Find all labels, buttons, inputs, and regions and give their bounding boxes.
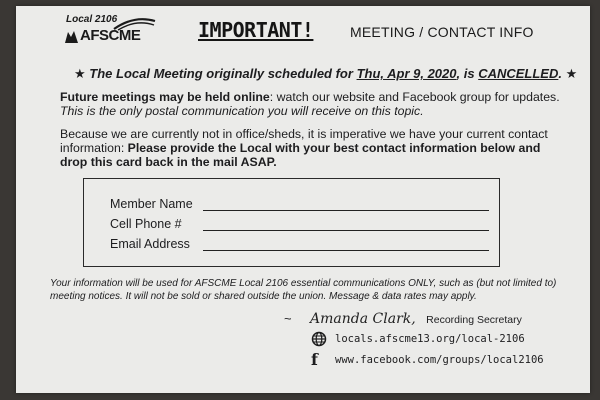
cell-phone-field[interactable] xyxy=(203,230,489,231)
cancellation-middle: , is xyxy=(456,66,475,81)
website-url[interactable]: locals.afscme13.org/local-2106 xyxy=(335,333,525,345)
member-name-label: Member Name xyxy=(110,197,193,211)
online-meetings-bold: Future meetings may be held online xyxy=(60,90,270,104)
email-field[interactable] xyxy=(203,250,489,251)
contact-request-paragraph xyxy=(60,127,570,169)
online-meetings-paragraph xyxy=(60,90,570,118)
meeting-contact-subtitle: MEETING / CONTACT INFO xyxy=(350,24,534,40)
signature-tilde: ~ xyxy=(284,311,292,326)
logo-afscme-text: AFSCME xyxy=(80,27,141,44)
globe-icon xyxy=(311,331,327,347)
facebook-icon: f xyxy=(311,350,318,369)
star-icon: ★ xyxy=(565,66,578,81)
email-label: Email Address xyxy=(110,237,190,251)
online-meetings-text: : watch our website and Facebook group for updates. xyxy=(269,90,560,104)
signature-name: Amanda Clark, xyxy=(310,311,416,327)
star-icon: ★ xyxy=(74,66,86,81)
cancellation-prefix: The Local Meeting originally scheduled for xyxy=(89,66,353,81)
logo-local-number: Local 2106 xyxy=(66,14,118,25)
postal-notice-italic: This is the only postal communication you will receive on this topic. xyxy=(60,104,424,118)
contact-card xyxy=(16,6,590,393)
cancelled-status: CANCELLED xyxy=(478,66,559,81)
card-header xyxy=(198,18,578,50)
contact-request-bold: Please provide the Local with your best contact information below and drop this card back in the mail ASAP. xyxy=(60,141,541,169)
facebook-url[interactable]: www.facebook.com/groups/local2106 xyxy=(335,354,544,366)
contact-form-box xyxy=(83,178,500,267)
meeting-date: Thu, Apr 9, 2020 xyxy=(356,66,457,81)
cell-phone-label: Cell Phone # xyxy=(110,217,182,231)
member-name-field[interactable] xyxy=(203,210,489,211)
hands-icon xyxy=(64,28,80,44)
cancellation-notice xyxy=(74,66,578,82)
signature-role: Recording Secretary xyxy=(426,314,522,326)
afscme-logo xyxy=(64,14,164,52)
important-heading: IMPORTANT! xyxy=(198,18,314,42)
signature-line xyxy=(284,310,522,328)
contact-request-text: Because we are currently not in office/sheds, it is imperative we have your current contact information: xyxy=(60,127,548,155)
privacy-notice: Your information will be used for AFSCME Local 2106 essential communications ONLY, such as (but not limited to) meeting notices. It will not be sold or shared outside the union. Message & data rates may apply. xyxy=(50,278,557,302)
cancellation-end: . xyxy=(558,66,562,81)
